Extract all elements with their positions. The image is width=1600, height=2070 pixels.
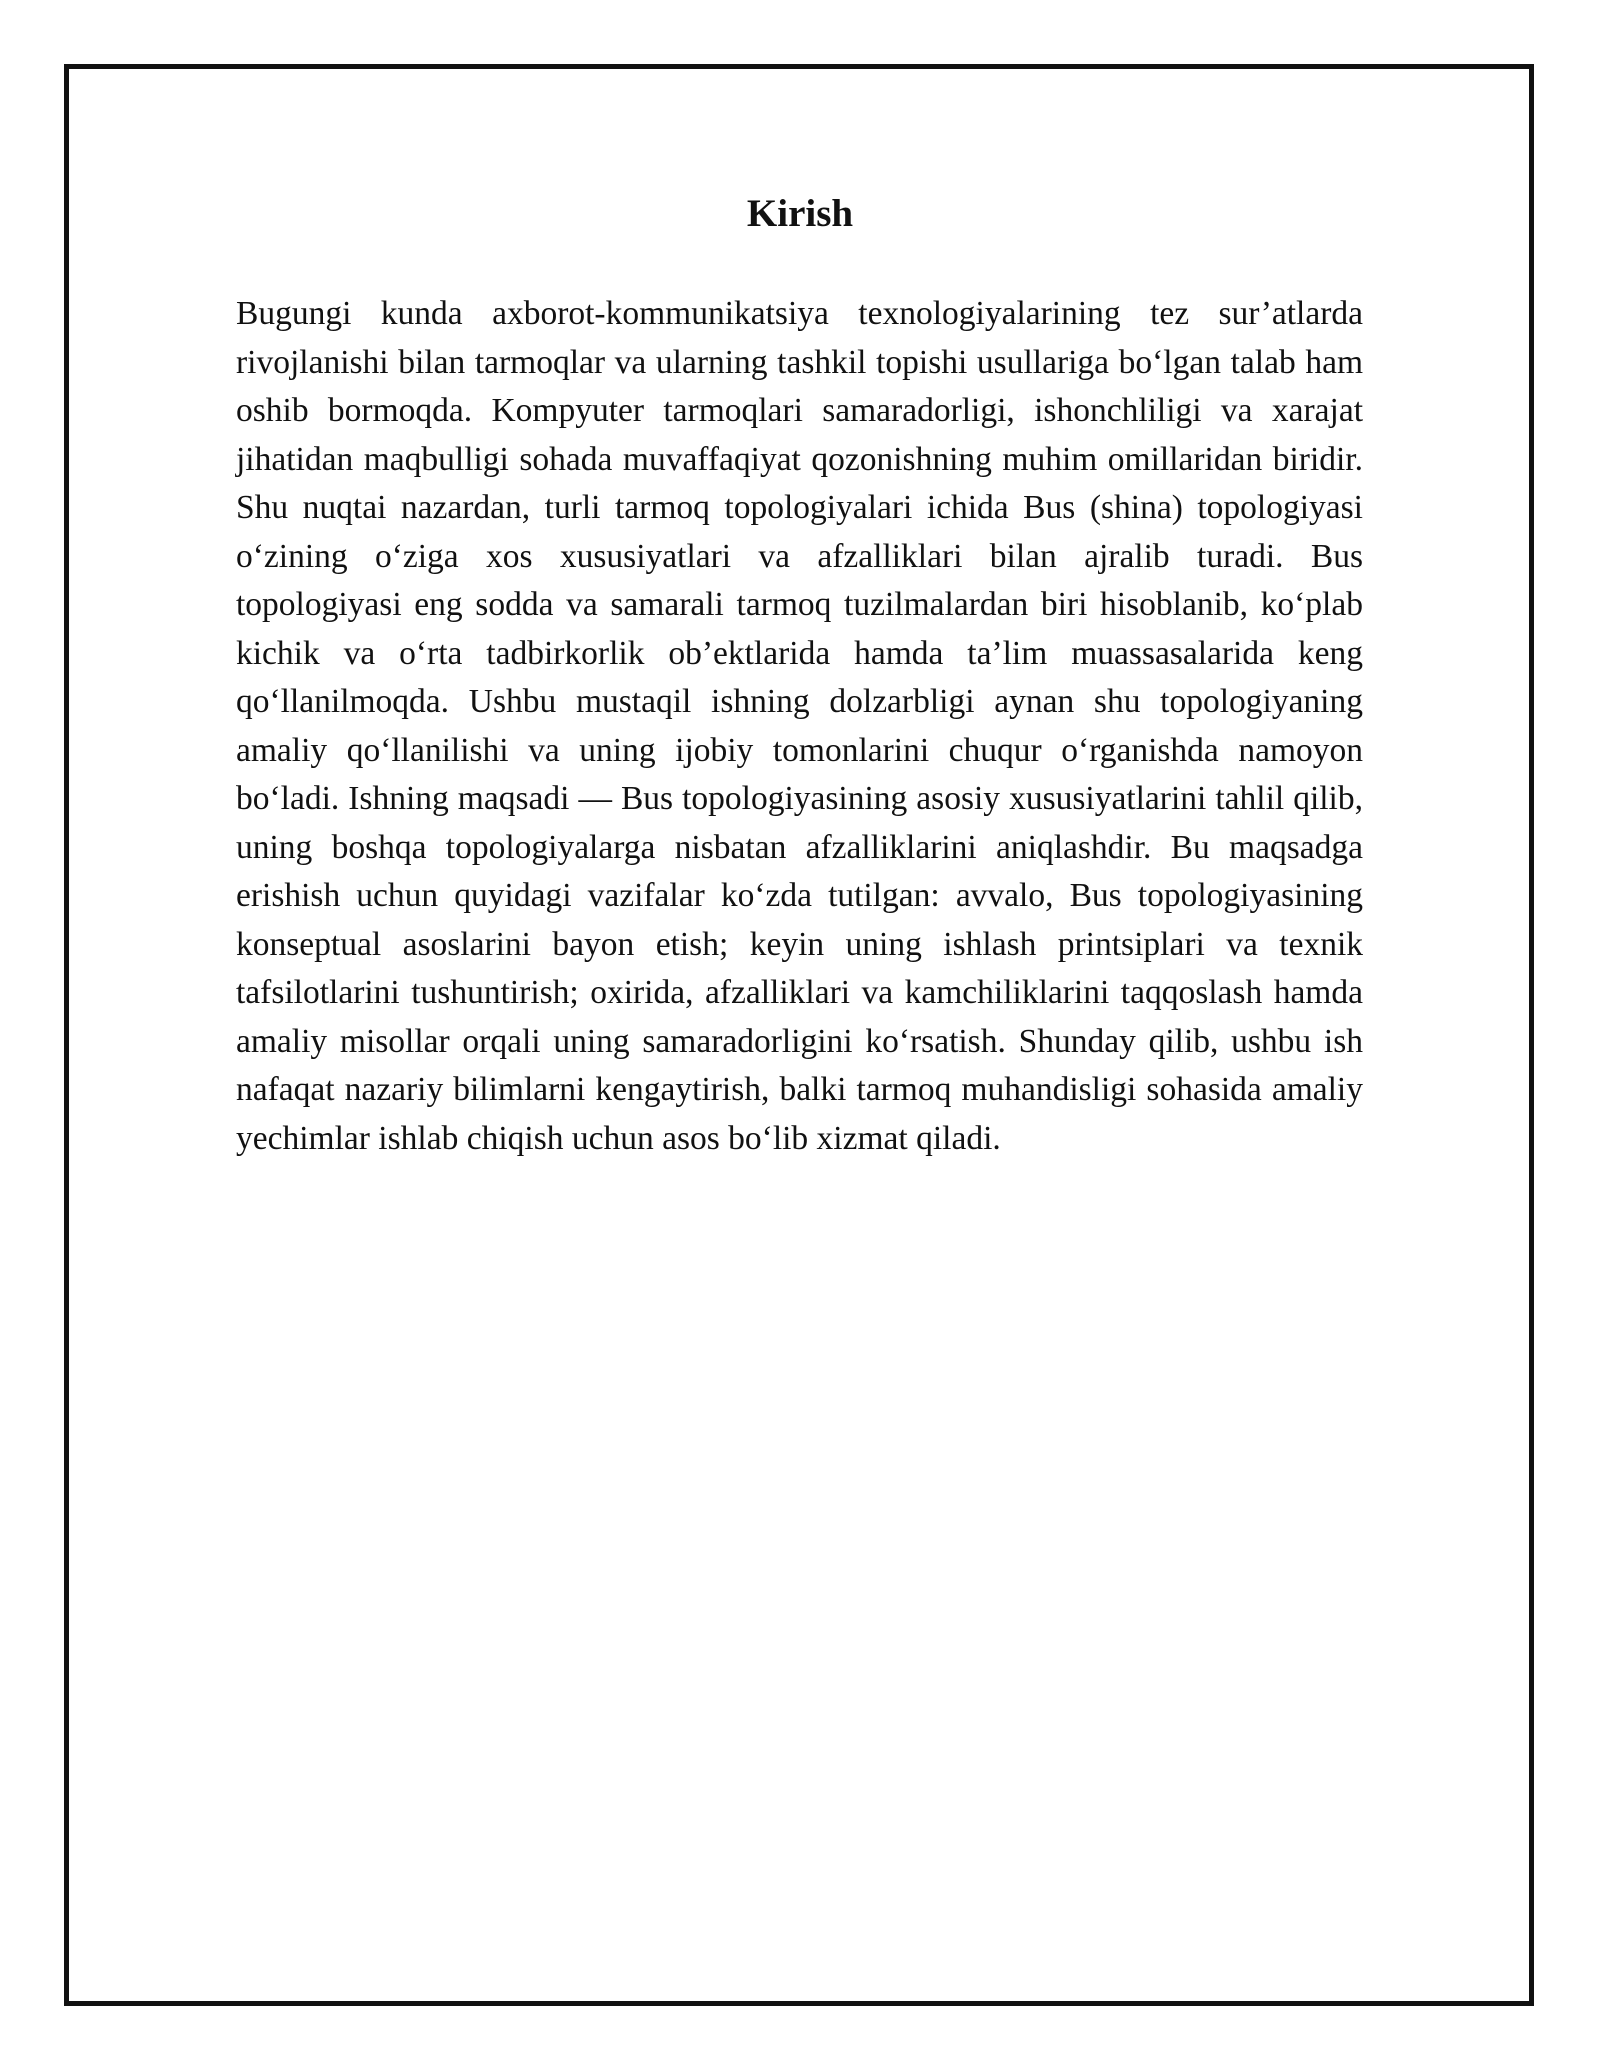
intro-paragraph: Bugungi kunda axborot-kommunikatsiya texnologiyalarining tez sur’atlarda rivojlanishi bilan tarmoqlar va ularning tashkil topishi usullariga bo‘lgan talab ham oshib bormoqda. Kompyuter tarmoqlari samaradorligi, ishonchliligi va xarajat jihatidan maqbulligi sohada muvaffaqiyat qozonishning muhim omillaridan biridir. Shu nuqtai nazardan, turli tarmoq topologiyalari ichida Bus (shina) topologiyasi o‘zining o‘ziga xos xususiyatlari va afzalliklari bilan ajralib turadi. Bus topologiyasi eng sodda va samarali tarmoq tuzilmalardan biri hisoblanib, ko‘plab kichik va o‘rta tadbirkorlik ob’ektlarida hamda ta’lim muassasalarida keng qo‘llanilmoqda. Ushbu mustaqil ishning dolzarbligi aynan shu topologiyaning amaliy qo‘llanilishi va uning ijobiy tomonlarini chuqur o‘rganishda namoyon bo‘ladi. Ishning maqsadi — Bus topologiyasining asosiy xususiyatlarini tahlil qilib, uning boshqa topologiyalarga nisbatan afzalliklarini aniqlashdir. Bu maqsadga erishish uchun quyidagi vazifalar ko‘zda tutilgan: avvalo, Bus topologiyasining konseptual asoslarini bayon etish; keyin uning ishlash printsiplari va texnik tafsilotlarini tushuntirish; oxirida, afzalliklari va kamchiliklarini taqqoslash hamda amaliy misollar orqali uning samaradorligini ko‘rsatish. Shunday qilib, ushbu ish nafaqat nazariy bilimlarni kengaytirish, balki tarmoq muhandisligi sohasida amaliy yechimlar ishlab chiqish uchun asos bo‘lib xizmat qiladi. bbox=[236, 295, 1363, 1157]
page-title: Kirish bbox=[746, 192, 854, 235]
